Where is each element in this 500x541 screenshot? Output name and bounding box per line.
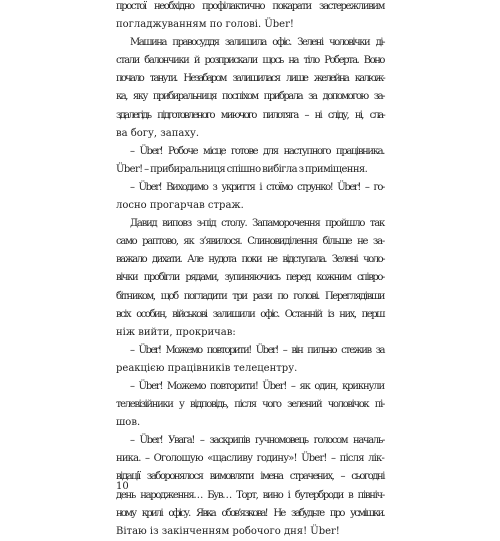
text-line: стали балончики й розприскали щось на тіло Роберта. Воно	[116, 55, 384, 67]
text-line: відації заборонялося вимовляти імена страчених, – сьогодні	[116, 471, 384, 483]
text-line: простої необхідно профілактично покарати застережливим	[116, 1, 384, 12]
text-line: Вітаю із закінченням робочого дня! Über!	[116, 525, 340, 537]
text-line: всіх особин, військові залишили офіс. Останній із них, перш	[116, 308, 384, 320]
text-line: ва богу, запаху.	[116, 127, 200, 139]
text-line: шов.	[116, 417, 141, 429]
text-line: бітником, щоб погладити три рази по голові. Переглядівши	[116, 290, 384, 302]
text-line: ка, яку прибиральниця поспіхом прибрала за допомогою за-	[116, 91, 384, 103]
text-line: – Über! Виходимо з укриття і стоїмо струнко! Über! – го-	[130, 181, 384, 193]
text-line: Über! – прибиральниця спішно вибігла з приміщення.	[116, 163, 368, 175]
text-line: ному крилі офісу. Явка обов’язкова! Не забудьте про усмішки.	[116, 507, 384, 519]
text-line: погладжуванням по голові. Über!	[116, 19, 294, 31]
text-line: важало дихати. Але нудота поки не відступала. Зелені чоло-	[116, 254, 384, 266]
text-line: день народження… Був… Торт, вино і бутерброди в північ-	[116, 489, 384, 501]
text-line: – Über! Робоче місце готове для наступного працівника.	[130, 145, 384, 157]
text-line: само раптово, як з’явилося. Слиновиділення більше не за-	[116, 236, 384, 248]
text-line: телевізійники у відповідь, після чого зелений чоловічок пі-	[116, 399, 384, 411]
text-line: лосно прогарчав страж.	[116, 200, 244, 212]
text-line: – Über! Можемо повторити! Über! – як один, крикнули	[130, 380, 384, 392]
page-number: 10	[116, 481, 129, 492]
text-line: почало танути. Незабаром залишилася лише желейна калюж-	[116, 73, 384, 85]
text-line: – Über! Можемо повторити! Über! – він пильно стежив за	[130, 344, 384, 356]
text-line: Машина правосуддя залишила офіс. Зелені чоловічки ді-	[130, 37, 384, 49]
text-line: реакцією працівників телецентру.	[116, 362, 298, 374]
text-line: вічки пробігли рядами, зупиняючись перед кожним співро-	[116, 272, 384, 284]
text-line: Давид виповз з-під столу. Запаморочення пройшло так	[130, 218, 384, 230]
text-line: ника. – Оголошую «щасливу годину»! Über! – після лік-	[116, 453, 384, 465]
text-line: ніж вийти, прокричав:	[116, 326, 236, 338]
body-text	[116, 0, 384, 541]
text-line: – Über! Увага! – заскрипів гучномовець голосом началь-	[130, 435, 384, 447]
text-line: здалегідь підготовленого миючого пилотяга – ні сліду, ні, сла-	[116, 109, 384, 121]
